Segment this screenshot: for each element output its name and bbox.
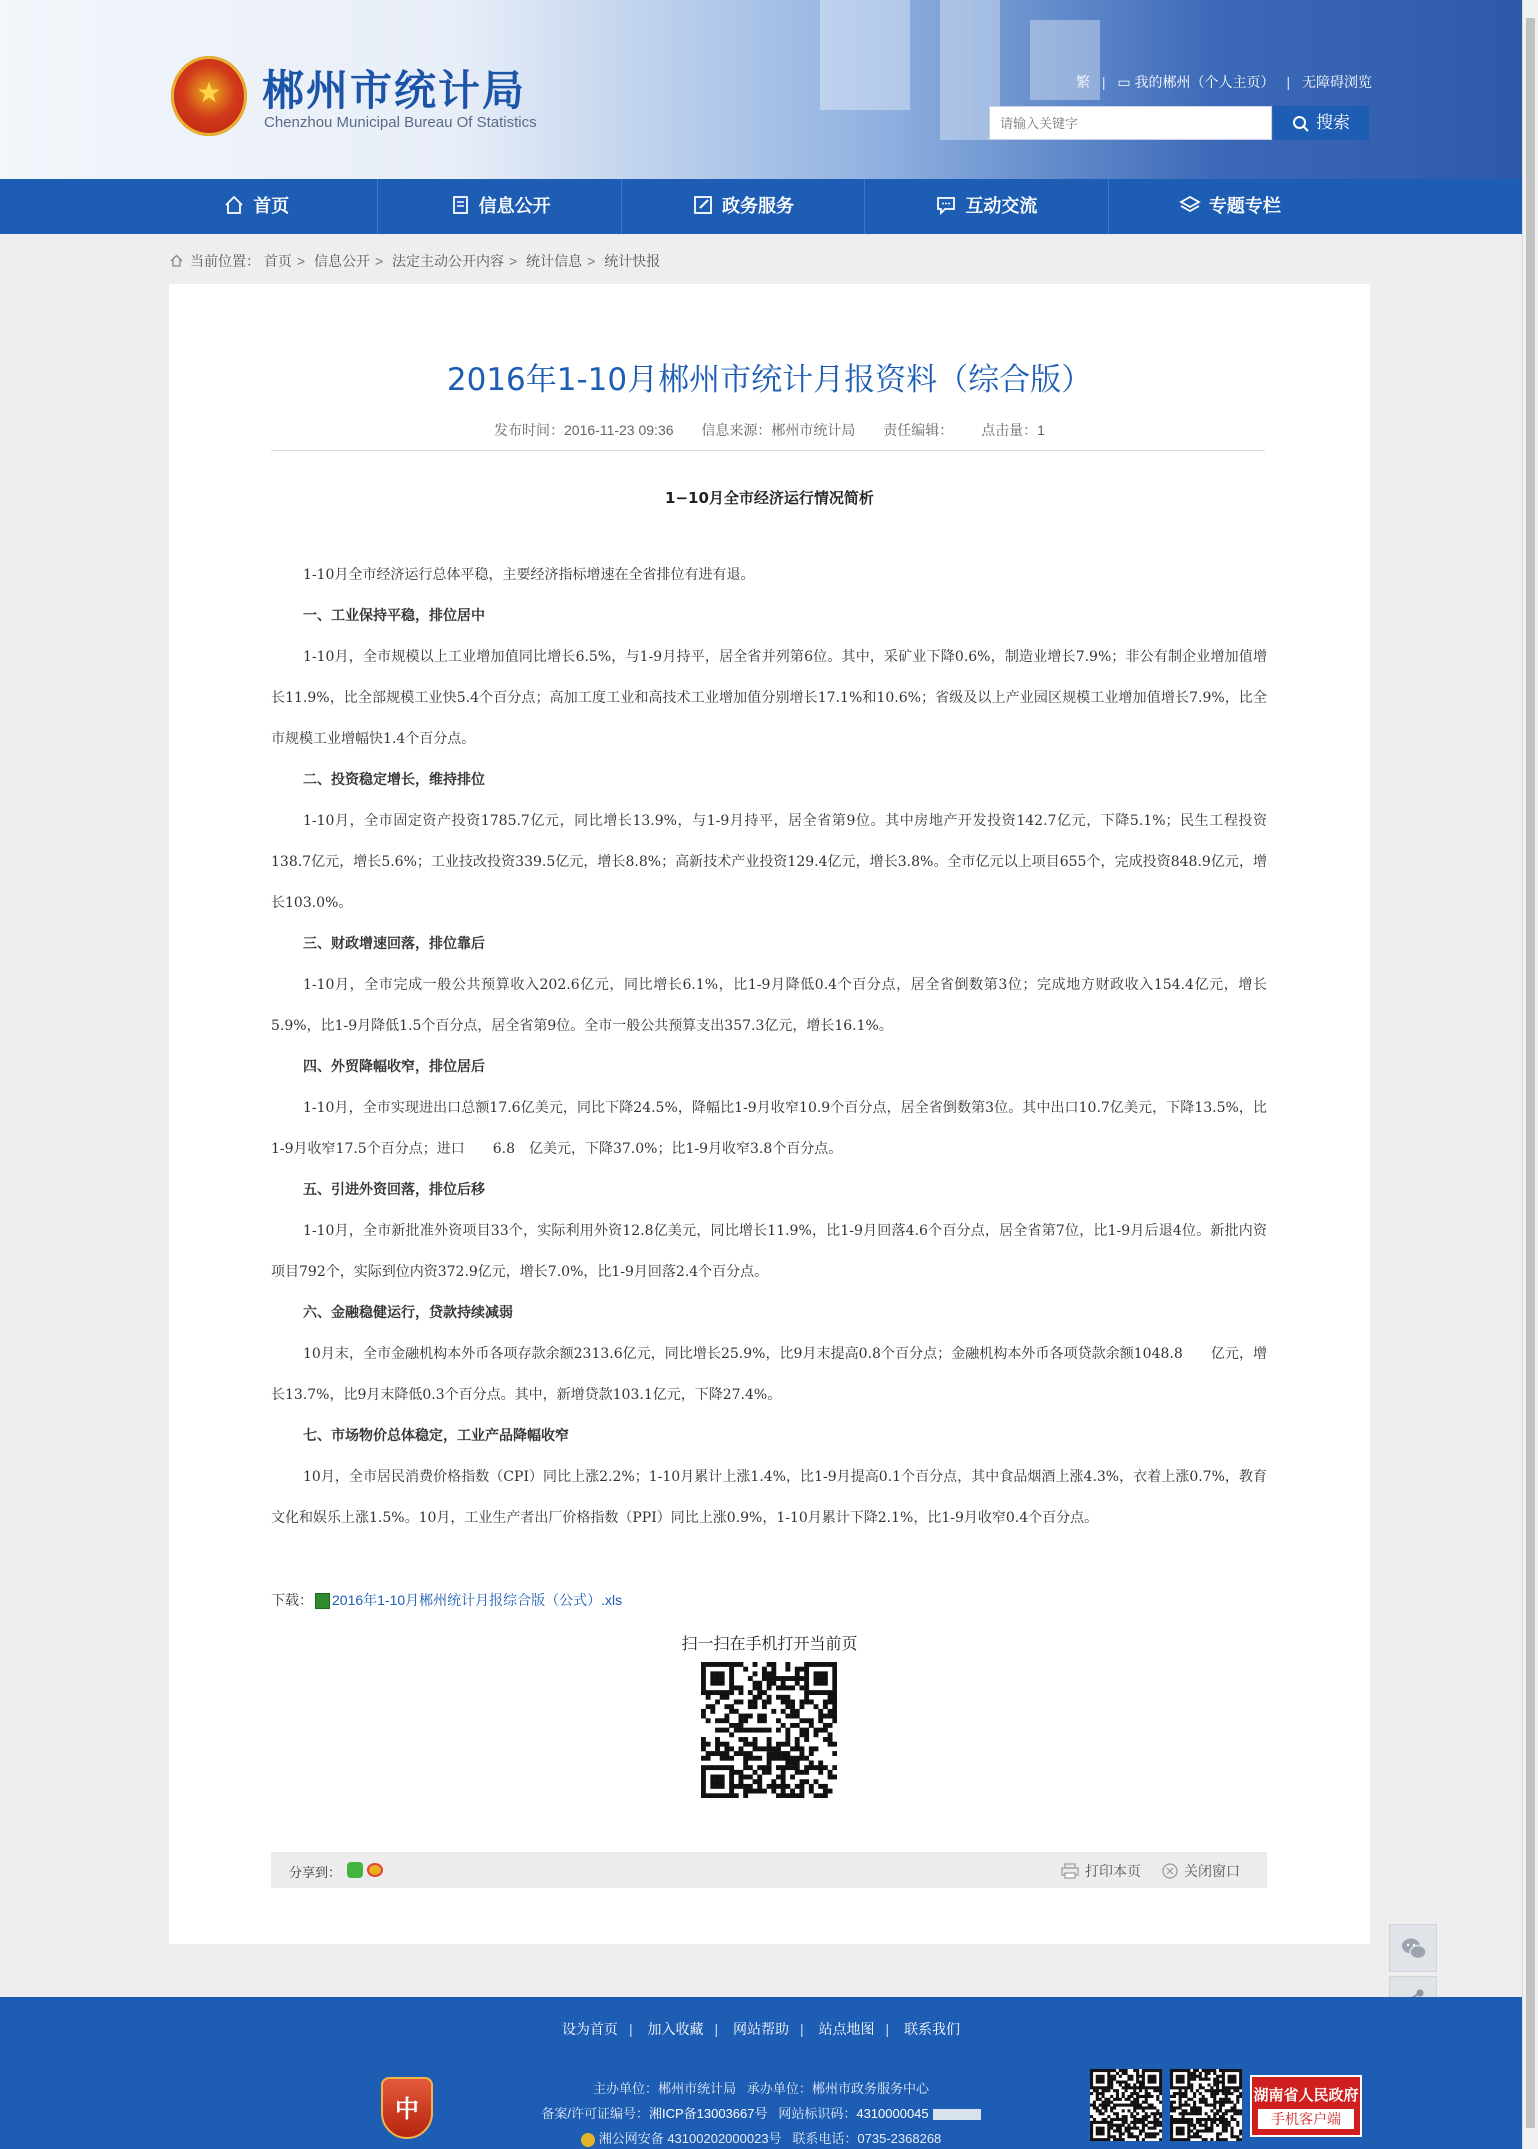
link-separator: |	[885, 2021, 890, 2037]
article-paragraph: 1-10月，全市实现进出口总额17.6亿美元，同比下降24.5%，降幅比1-9月收窄10.9个百分点，居全省倒数第3位。其中出口10.7亿美元，下降13.5%，比1-9月收窄17.5个百分点；进口 6.8 亿美元，下降37.0%；比1-9月收窄3.8个百分点。	[271, 1100, 1267, 1157]
icp-label: 备案/许可证编号：	[541, 2106, 649, 2121]
header-decoration	[820, 0, 910, 110]
scrollbar-thumb[interactable]	[1526, 18, 1535, 2128]
site-footer	[0, 1997, 1522, 2149]
footer-link[interactable]: 加入收藏	[647, 2021, 704, 2037]
breadcrumb-item[interactable]: 法定主动公开内容	[392, 253, 505, 269]
nav-item-info-disclosure[interactable]	[378, 179, 621, 234]
link-separator: |	[628, 2021, 633, 2037]
footer-link[interactable]: 联系我们	[904, 2021, 961, 2037]
article-paragraph: 1-10月全市经济运行总体平稳，主要经济指标增速在全省排位有进有退。	[303, 567, 755, 583]
close-window-label: 关闭窗口	[1184, 1863, 1240, 1879]
national-emblem-icon: ★	[171, 56, 247, 136]
phone-label: 联系电话：	[792, 2131, 858, 2146]
breadcrumb	[169, 251, 660, 271]
nav-item-label: 政务服务	[722, 196, 795, 217]
article-section-heading: 五、引进外资回落，排位后移	[303, 1182, 485, 1198]
article-meta	[169, 420, 1370, 440]
host-value: 郴州市统计局	[658, 2081, 737, 2096]
wechat-icon	[1400, 1935, 1428, 1963]
article-section-heading: 六、金融稳健运行，贷款持续减弱	[303, 1305, 513, 1321]
wechat-float-button[interactable]	[1389, 1924, 1437, 1972]
info-source: 信息来源：郴州市统计局	[701, 422, 856, 438]
home-icon	[223, 194, 245, 216]
article-body	[271, 555, 1267, 1539]
page-scrollbar[interactable]	[1522, 0, 1538, 2149]
breadcrumb-item[interactable]: 首页	[263, 253, 292, 269]
nav-item-special-topics[interactable]	[1109, 179, 1351, 234]
responsible-editor: 责任编辑：	[883, 422, 954, 438]
site-header	[0, 0, 1522, 179]
print-page-button[interactable]	[1061, 1861, 1141, 1881]
download-label: 下载：	[271, 1592, 313, 1608]
undertake-value: 郴州市政务服务中心	[811, 2081, 929, 2096]
search-icon	[1292, 115, 1310, 133]
nav-item-label: 互动交流	[965, 196, 1038, 217]
article-subtitle: 1−10月全市经济运行情况简析	[665, 489, 874, 507]
host-label: 主办单位：	[593, 2081, 659, 2096]
page-qr-code	[701, 1662, 837, 1798]
content-panel	[169, 284, 1370, 1944]
site-logo-title[interactable]: 郴州市统计局	[262, 66, 527, 115]
link-separator: |	[800, 2021, 804, 2037]
download-row	[271, 1590, 622, 1610]
article-paragraph: 10月末，全市金融机构本外币各项存款余额2313.6亿元，同比增长25.9%，比9月末提高0.8个百分点；金融机构本外币各项贷款余额1048.8 亿元，增长13.7%，比9月末降低0.3个百分点。其中，新增贷款103.1亿元，下降27.4%。	[271, 1346, 1267, 1403]
close-icon	[1162, 1863, 1178, 1879]
undertake-label: 承办单位：	[746, 2081, 812, 2096]
nav-item-gov-services[interactable]	[622, 179, 865, 234]
weibo-share-icon[interactable]	[367, 1863, 383, 1877]
footer-qr-code-1	[1090, 2069, 1162, 2141]
excel-file-icon	[315, 1593, 330, 1609]
phone-value: 0735-2368268	[857, 2131, 942, 2146]
link-separator: |	[1286, 74, 1291, 90]
article-section-heading: 二、投资稳定增长，维持排位	[303, 772, 485, 788]
site-badge-icon	[933, 2109, 981, 2120]
article-paragraph: 1-10月，全市规模以上工业增加值同比增长6.5%，与1-9月持平，居全省并列第6位。其中，采矿业下降0.6%，制造业增长7.9%；非公有制企业增加值增长11.9%，比全部规模工业快5.4个百分点；高加工度工业和高技术工业增加值分别增长17.1%和10.6%；省级及以上产业园区规模工业增加值增长7.9%，比全市规模工业增幅快1.4个百分点。	[271, 649, 1267, 747]
breadcrumb-separator: >	[509, 253, 518, 269]
hunan-gov-app-badge[interactable]	[1250, 2075, 1362, 2137]
accessibility-link[interactable]: 无障碍浏览	[1301, 74, 1372, 90]
main-nav	[0, 179, 1522, 234]
nav-item-interaction[interactable]	[865, 179, 1108, 234]
top-links	[1076, 72, 1372, 92]
article-section-heading: 三、财政增速回落，排位靠后	[303, 936, 485, 952]
print-page-label: 打印本页	[1085, 1863, 1141, 1879]
article-title: 2016年1-10月郴州市统计月报资料（综合版）	[446, 362, 1093, 398]
search-button-label: 搜索	[1316, 113, 1350, 132]
article-section-heading: 一、工业保持平稳，排位居中	[303, 608, 485, 624]
chat-icon	[935, 194, 957, 216]
document-icon	[449, 194, 471, 216]
police-record-link[interactable]: 湘公网安备 43100202000023号	[598, 2131, 782, 2146]
home-icon	[169, 253, 184, 268]
link-separator: |	[1101, 74, 1106, 90]
close-window-button[interactable]	[1162, 1861, 1240, 1881]
police-badge-icon	[581, 2133, 595, 2147]
share-bar	[271, 1852, 1267, 1888]
footer-links	[0, 2019, 1522, 2039]
breadcrumb-separator: >	[296, 253, 306, 269]
article-paragraph: 1-10月，全市完成一般公共预算收入202.6亿元，同比增长6.1%，比1-9月降低0.4个百分点，居全省倒数第3位；完成地方财政收入154.4亿元，增长5.9%，比1-9月降低1.5个百分点，居全省第9位。全市一般公共预算支出357.3亿元，增长16.1%。	[271, 977, 1267, 1034]
nav-item-label: 首页	[253, 196, 290, 217]
download-file-link[interactable]: 2016年1-10月郴州统计月报综合版（公式）.xls	[332, 1592, 623, 1608]
footer-link[interactable]: 网站帮助	[733, 2021, 789, 2037]
article-section-heading: 四、外贸降幅收窄，排位居后	[303, 1059, 485, 1075]
hit-count: 点击量：1	[981, 422, 1045, 438]
breadcrumb-prefix: 当前位置：	[190, 253, 260, 269]
gov-app-title: 湖南省人民政府	[1253, 2086, 1359, 2104]
publish-time: 发布时间：2016-11-23 09:36	[494, 422, 674, 438]
footer-link[interactable]: 站点地图	[818, 2021, 875, 2037]
site-logo-subtitle: Chenzhou Municipal Bureau Of Statistics	[264, 114, 537, 131]
footer-link[interactable]: 设为首页	[561, 2021, 618, 2037]
article-section-heading: 七、市场物价总体稳定，工业产品降幅收窄	[303, 1428, 569, 1444]
share-label: 分享到：	[289, 1865, 342, 1880]
article-paragraph: 10月，全市居民消费价格指数（CPI）同比上涨2.2%；1-10月累计上涨1.4%，比1-9月提高0.1个百分点，其中食品烟酒上涨4.3%，衣着上涨0.7%，教育文化和娱乐上涨1.5%。10月，工业生产者出厂价格指数（PPI）同比上涨0.9%，1-10月累计下降2.1%，比1-9月收窄0.4个百分点。	[271, 1469, 1267, 1526]
search-button[interactable]	[1273, 106, 1369, 140]
footer-qr-code-2	[1170, 2069, 1242, 2141]
search-input[interactable]	[989, 106, 1272, 140]
breadcrumb-separator: >	[587, 253, 596, 269]
monitor-icon: ▭	[1117, 74, 1131, 90]
edit-icon	[692, 194, 714, 216]
scan-qr-caption: 扫一扫在手机打开当前页	[681, 1636, 858, 1653]
my-chenzhou-link[interactable]: 我的郴州（个人主页）	[1134, 74, 1275, 90]
layers-icon	[1179, 194, 1201, 216]
site-id-value: 4310000045	[856, 2106, 929, 2121]
breadcrumb-item[interactable]: 统计快报	[604, 253, 661, 269]
article-paragraph: 1-10月，全市固定资产投资1785.7亿元，同比增长13.9%，与1-9月持平，居全省第9位。其中房地产开发投资142.7亿元，下降5.1%；民生工程投资138.7亿元，增长5.6%；工业技改投资339.5亿元，增长8.8%；高新技术产业投资129.4亿元，增长3.8%。全市亿元以上项目655个，完成投资848.9亿元，增长103.0%。	[271, 813, 1267, 911]
icp-link[interactable]: 湘ICP备13003667号	[648, 2106, 768, 2121]
nav-item-label: 信息公开	[478, 196, 551, 217]
badge-glyph: 中	[395, 2096, 419, 2123]
site-id-label: 网站标识码：	[778, 2106, 857, 2121]
breadcrumb-item[interactable]: 信息公开	[313, 253, 370, 269]
nav-item-home[interactable]	[135, 179, 378, 234]
traditional-chinese-link[interactable]: 繁	[1076, 74, 1090, 90]
link-separator: |	[714, 2021, 719, 2037]
breadcrumb-item[interactable]: 统计信息	[526, 253, 583, 269]
wechat-share-icon[interactable]	[347, 1862, 363, 1878]
gov-app-subtitle: 手机客户端	[1258, 2109, 1354, 2129]
breadcrumb-separator: >	[374, 253, 384, 269]
article-paragraph: 1-10月，全市新批准外资项目33个，实际利用外资12.8亿美元，同比增长11.9%，比1-9月回落4.6个百分点，居全省第7位，比1-9月后退4位。新批内资项目792个，实际到位内资372.9亿元，增长7.0%，比1-9月回落2.4个百分点。	[271, 1223, 1267, 1280]
title-divider	[271, 450, 1265, 451]
nav-item-label: 专题专栏	[1208, 196, 1281, 217]
printer-icon	[1061, 1863, 1079, 1879]
